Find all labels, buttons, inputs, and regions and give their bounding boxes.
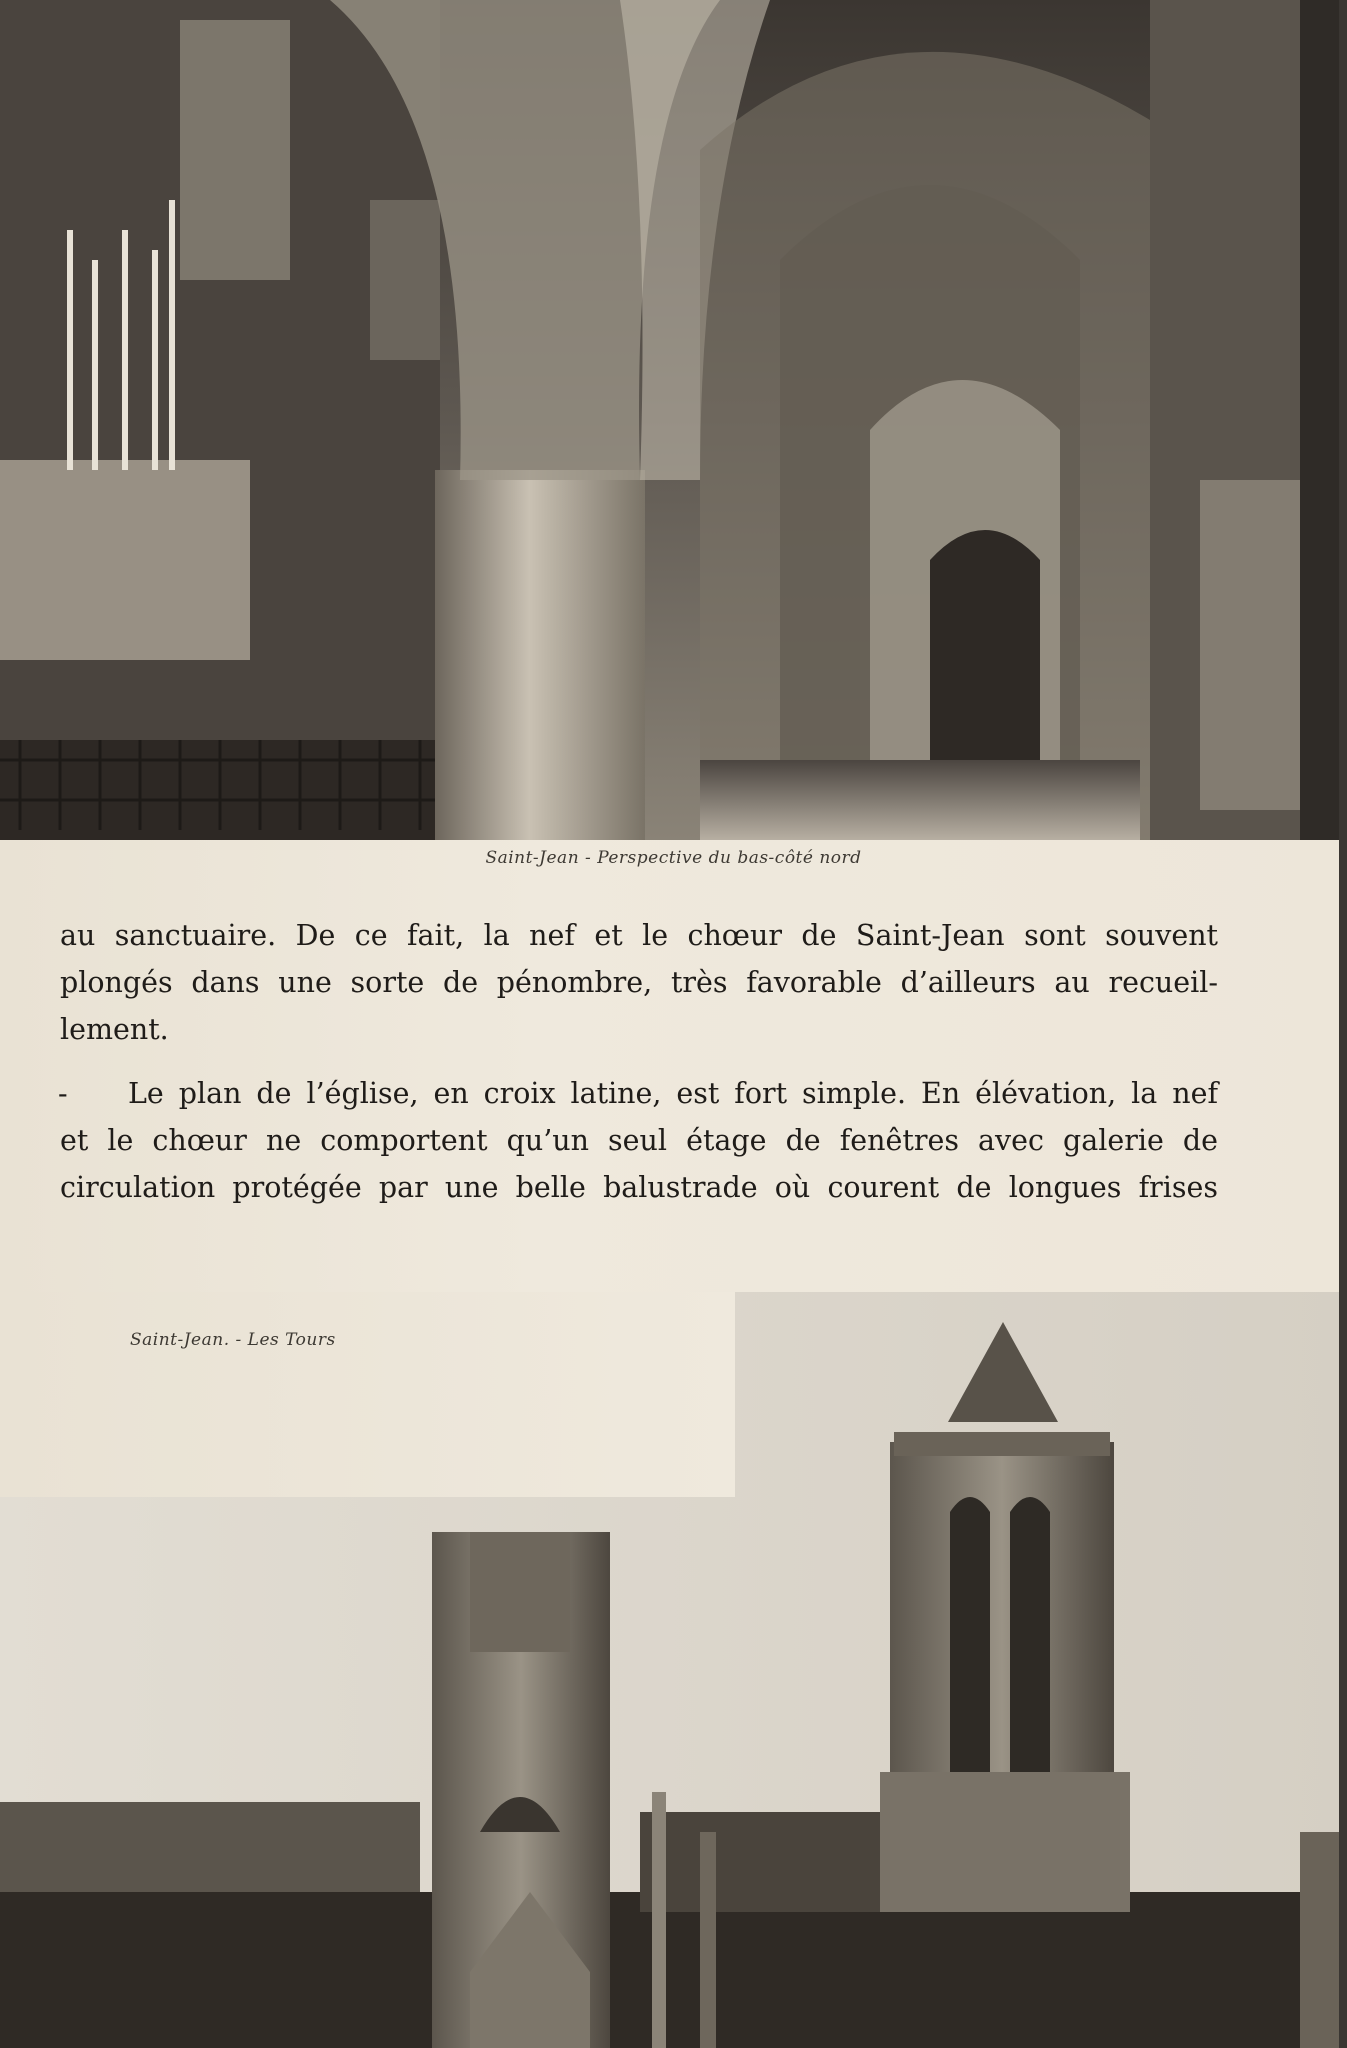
text-line: Le plan de l’église, en croix latine, est fort simple. En élévation, la nef <box>128 1077 1218 1110</box>
paragraph-plan <box>60 1070 1218 1211</box>
text-line: et le chœur ne comportent qu’un seul étage de fenêtres avec galerie de <box>60 1124 1218 1157</box>
text-line: circulation protégée par une belle balustrade où courent de longues frises <box>60 1171 1218 1204</box>
bottom-photo-caption: Saint-Jean. - Les Tours <box>130 1330 336 1350</box>
text-line: lement. <box>60 1013 169 1046</box>
photo-cutout-background <box>0 1292 735 1497</box>
paragraph-continuation <box>60 912 1218 1053</box>
page-edge-shadow <box>1339 0 1347 2048</box>
text-line: plongés dans une sorte de pénombre, très favorable d’ailleurs au recueil- <box>60 966 1218 999</box>
nave-aisle-photo <box>0 0 1347 840</box>
text-line: au sanctuaire. De ce fait, la nef et le chœur de Saint-Jean sont souvent <box>60 919 1218 952</box>
top-photo-caption: Saint-Jean - Perspective du bas-côté nord <box>485 848 862 868</box>
margin-mark: - <box>58 1077 68 1110</box>
